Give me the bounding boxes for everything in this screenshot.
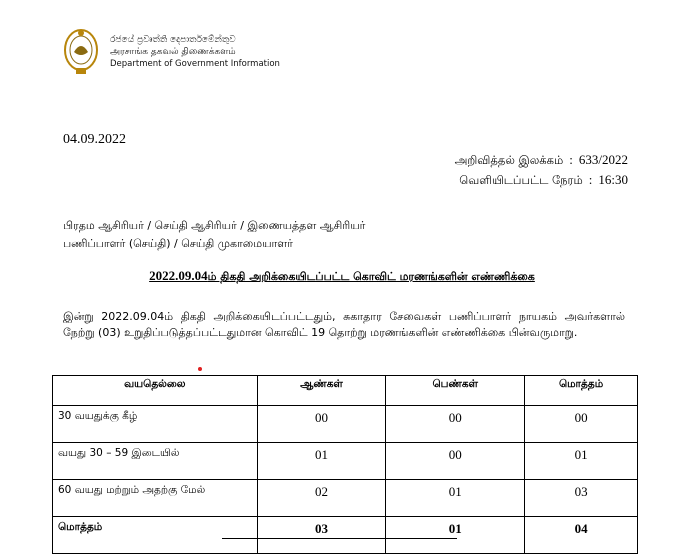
divider-line	[222, 538, 457, 539]
table-row	[53, 443, 638, 480]
recipients-line-2: பணிப்பாளர் (செய்தி) / செய்தி முகாமையாளர்	[63, 237, 293, 250]
male-cell: 02	[257, 480, 386, 517]
header-female: பெண்கள்	[386, 376, 525, 406]
age-group-cell: வயது 30 – 59 இடையில்	[53, 443, 258, 480]
notice-number-sep: :	[569, 152, 573, 167]
table-header-row	[53, 376, 638, 406]
grand-total-cell: 04	[525, 517, 638, 554]
age-group-cell: 30 வயதுக்கு கீழ்	[53, 406, 258, 443]
total-cell: 00	[525, 406, 638, 443]
female-cell: 00	[386, 406, 525, 443]
release-time-value: 16:30	[598, 172, 628, 187]
female-cell: 01	[386, 480, 525, 517]
total-label-cell: மொத்தம்	[53, 517, 258, 554]
notice-meta	[455, 150, 628, 190]
document-title	[0, 268, 684, 285]
notice-number-value: 633/2022	[578, 152, 628, 167]
notice-number-label: அறிவித்தல் இலக்கம்	[454, 153, 564, 167]
org-name-english: Department of Government Information	[110, 59, 280, 69]
table-row	[53, 406, 638, 443]
letterhead	[62, 26, 280, 78]
male-cell: 00	[257, 406, 386, 443]
age-group-cell: 60 வயது மற்றும் அதற்கு மேல்	[53, 480, 258, 517]
female-total-cell: 01	[386, 517, 525, 554]
table-total-row	[53, 517, 638, 554]
release-time-sep: :	[588, 172, 593, 187]
org-name-tamil: அரசாங்க தகவல் திணைக்களம்	[110, 47, 236, 57]
female-cell: 00	[386, 443, 525, 480]
org-name-sinhala: රජයේ ප්‍රවෘත්ති දෙපාර්තමේන්තුව	[110, 35, 236, 45]
total-cell: 03	[525, 480, 638, 517]
header-age-group: வயதெல்லை	[53, 376, 258, 406]
table-row	[53, 480, 638, 517]
recipients	[63, 217, 365, 253]
header-total: மொத்தம்	[525, 376, 638, 406]
title-date: 2022.09.04	[149, 268, 208, 283]
deaths-table	[52, 375, 638, 554]
red-dot-mark	[198, 367, 202, 371]
body-paragraph: இன்று 2022.09.04ம் திகதி அறிக்கையிடப்பட்டதும், சுகாதார சேவைகள் பணிப்பாளர் நாயகம் அவர்களால் நேற்று (03) உறுதிப்படுத்தப்பட்டதுமான கொவிட் 19 தொற்று மரணங்களின் எண்ணிக்கை பின்வருமாறு.	[63, 310, 625, 339]
title-text: ம் திகதி அறிக்கையிடப்பட்ட கொவிட் மரணங்களின் எண்ணிக்கை	[207, 270, 535, 283]
recipients-line-1: பிரதம ஆசிரியர் / செய்தி ஆசிரியர் / இணையத்தள ஆசிரியர்	[63, 219, 366, 232]
male-total-cell: 03	[257, 517, 386, 554]
sri-lanka-emblem-icon	[62, 26, 100, 78]
release-time-label: வெளியிடப்பட்ட நேரம்	[459, 173, 583, 187]
male-cell: 01	[257, 443, 386, 480]
header-male: ஆண்கள்	[257, 376, 386, 406]
total-cell: 01	[525, 443, 638, 480]
release-date: 04.09.2022	[63, 132, 126, 147]
